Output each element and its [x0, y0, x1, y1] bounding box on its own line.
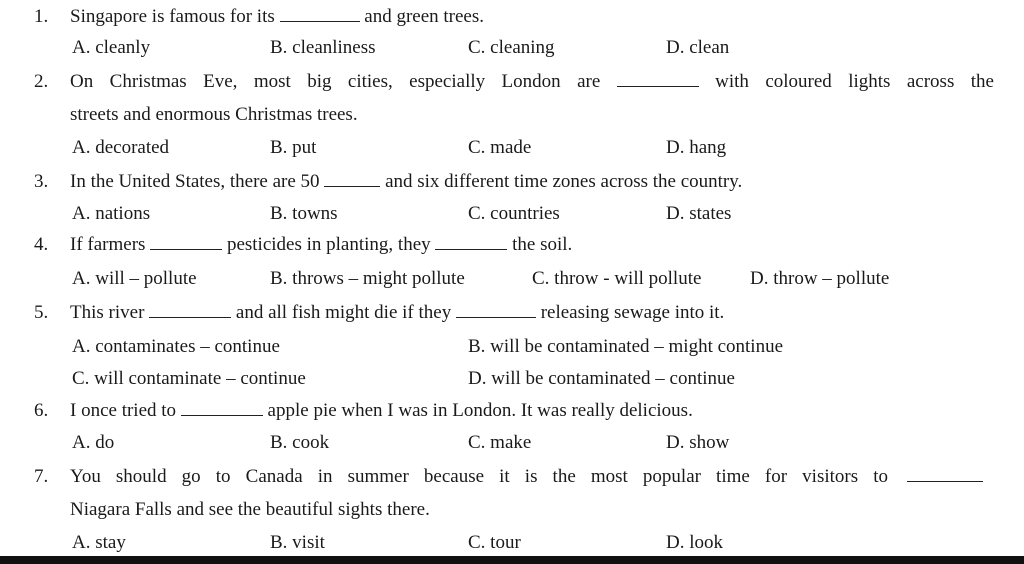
option-c: C. cleaning [468, 37, 555, 58]
question-4 [0, 234, 1024, 256]
option-d: D. clean [666, 37, 730, 58]
option-d: D. show [666, 432, 730, 453]
question-number: 1. [34, 6, 49, 27]
answer-blank [149, 302, 231, 318]
option-d: D. throw – pollute [750, 268, 890, 289]
option-b: B. towns [270, 203, 338, 224]
question-7 [0, 466, 1024, 488]
question-number: 7. [34, 466, 49, 487]
option-c: C. make [468, 432, 532, 453]
question-number: 4. [34, 234, 49, 255]
answer-blank [181, 400, 263, 416]
option-c: C. countries [468, 203, 560, 224]
question-stem: I once tried to apple pie when I was in London. It was really delicious. [70, 400, 693, 421]
question-number: 2. [34, 71, 49, 92]
option-a: A. cleanly [72, 37, 151, 58]
question-2 [0, 71, 1024, 93]
question-stem-line-2: streets and enormous Christmas trees. [70, 104, 358, 125]
answer-blank [150, 234, 222, 250]
option-d: D. will be contaminated – continue [468, 368, 735, 389]
question-stem: This river and all fish might die if they releasing sewage into it. [70, 302, 725, 323]
option-b: B. will be contaminated – might continue [468, 336, 784, 357]
question-6 [0, 400, 1024, 422]
answer-blank [435, 234, 507, 250]
question-stem: If farmers pesticides in planting, they the soil. [70, 234, 573, 255]
option-a: A. stay [72, 532, 126, 553]
option-c: C. made [468, 137, 532, 158]
question-3 [0, 171, 1024, 193]
answer-blank [907, 466, 983, 482]
question-stem-line-2: Niagara Falls and see the beautiful sights there. [70, 499, 430, 520]
option-a: A. will – pollute [72, 268, 197, 289]
option-d: D. look [666, 532, 723, 553]
question-1 [0, 6, 1024, 28]
option-c: C. tour [468, 532, 521, 553]
option-c: C. throw - will pollute [532, 268, 702, 289]
question-number: 5. [34, 302, 49, 323]
option-b: B. cleanliness [270, 37, 376, 58]
question-stem-line-1: You should go to Canada in summer because it is the most popular time for visitors to [70, 466, 983, 488]
option-b: B. put [270, 137, 317, 158]
answer-blank [456, 302, 536, 318]
option-a: A. decorated [72, 137, 170, 158]
question-5 [0, 302, 1024, 324]
answer-blank [280, 6, 360, 22]
option-d: D. states [666, 203, 732, 224]
bottom-edge-bar [0, 556, 1024, 564]
question-number: 3. [34, 171, 49, 192]
question-stem: Singapore is famous for its and green trees. [70, 6, 485, 27]
question-stem: In the United States, there are 50 and six different time zones across the country. [70, 171, 743, 192]
option-b: B. cook [270, 432, 330, 453]
option-b: B. throws – might pollute [270, 268, 465, 289]
option-a: A. nations [72, 203, 151, 224]
option-d: D. hang [666, 137, 727, 158]
answer-blank [324, 171, 380, 187]
question-number: 6. [34, 400, 49, 421]
question-stem-line-1: On Christmas Eve, most big cities, especially London are with coloured lights across the [70, 71, 994, 92]
option-b: B. visit [270, 532, 325, 553]
option-a: A. contaminates – continue [72, 336, 280, 357]
option-a: A. do [72, 432, 115, 453]
answer-blank [617, 71, 699, 87]
option-c: C. will contaminate – continue [72, 368, 306, 389]
